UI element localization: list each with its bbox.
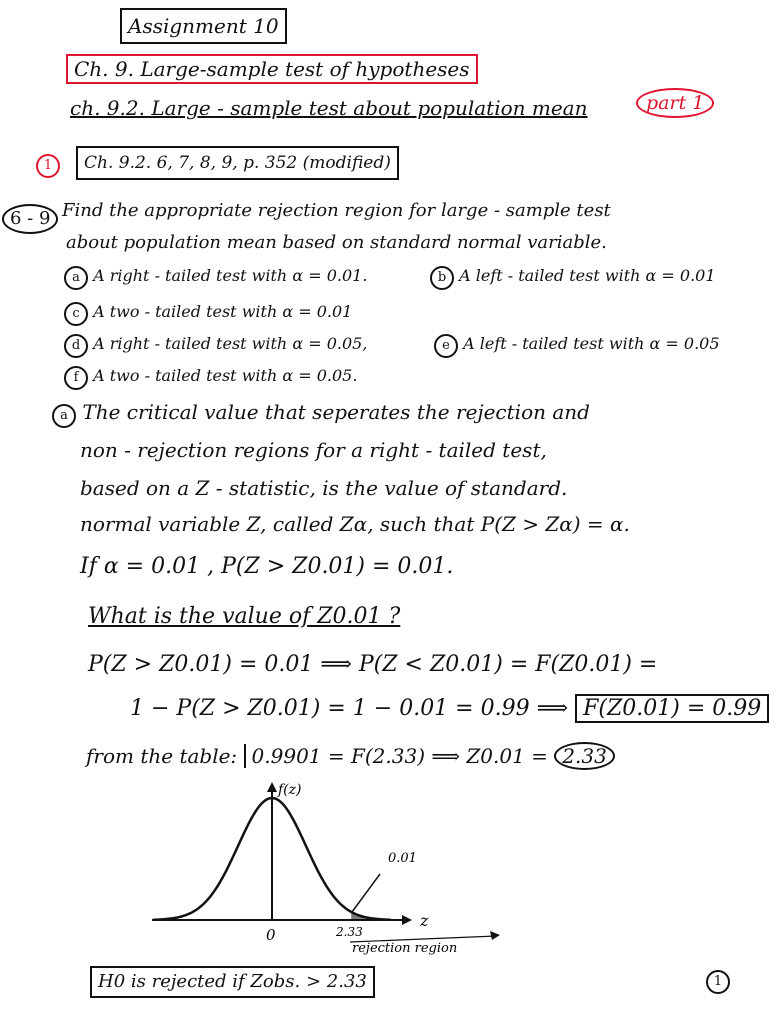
option-d bbox=[64, 334, 367, 358]
section-heading-text: ch. 9.2. Large - sample test about population mean bbox=[70, 96, 588, 120]
item-number-text: 1 bbox=[36, 154, 60, 178]
equation-2-text: 1 − P(Z > Z0.01) = 1 − 0.01 = 0.99 ⟹ bbox=[130, 696, 569, 721]
option-b-letter: b bbox=[430, 266, 454, 290]
equation-2 bbox=[130, 696, 769, 721]
part-badge bbox=[636, 88, 714, 118]
part-badge-text: part 1 bbox=[646, 92, 705, 114]
y-axis-label: f(z) bbox=[278, 782, 302, 798]
option-e-letter: e bbox=[434, 334, 458, 358]
item-number-badge bbox=[36, 154, 60, 178]
region-arrow bbox=[490, 931, 500, 940]
rejection-region-label: rejection region bbox=[352, 941, 458, 956]
problems-reference bbox=[76, 146, 399, 180]
option-e bbox=[434, 334, 720, 358]
conclusion bbox=[90, 966, 375, 998]
center-tick-label: 0 bbox=[266, 926, 276, 944]
equation-3-answer: 2.33 bbox=[554, 742, 615, 770]
solution-line5: If α = 0.01 , P(Z > Z0.01) = 0.01. bbox=[80, 554, 454, 579]
problems-reference-text: Ch. 9.2. 6, 7, 8, 9, p. 352 (modified) bbox=[84, 153, 391, 173]
solution-line1-text: The critical value that seperates the rejection and bbox=[82, 400, 590, 424]
equation-2-boxed: F(Z0.01) = 0.99 bbox=[575, 694, 769, 723]
x-axis-label: z bbox=[420, 911, 429, 930]
option-d-letter: d bbox=[64, 334, 88, 358]
solution-line3: based on a Z - statistic, is the value of standard. bbox=[80, 476, 568, 500]
normal-curve-chart bbox=[140, 780, 540, 960]
option-f-letter: f bbox=[64, 366, 88, 390]
x-axis-arrow bbox=[402, 915, 412, 925]
problem-text-line2: about population mean based on standard normal variable. bbox=[66, 232, 607, 253]
option-b bbox=[430, 266, 716, 290]
option-c-letter: c bbox=[64, 302, 88, 326]
solution-line4: normal variable Z, called Zα, such that P(Z > Zα) = α. bbox=[80, 512, 630, 536]
tail-area-label: 0.01 bbox=[388, 851, 417, 866]
conclusion-text: H0 is rejected if Zobs. > 2.33 bbox=[98, 971, 367, 992]
option-d-text: A right - tailed test with α = 0.05, bbox=[93, 334, 368, 353]
page-number-text: 1 bbox=[706, 970, 730, 994]
chapter-heading-text: Ch. 9. Large-sample test of hypotheses bbox=[74, 57, 470, 81]
option-a bbox=[64, 266, 367, 290]
solution-question: What is the value of Z0.01 ? bbox=[88, 604, 401, 629]
solution-letter: a bbox=[52, 404, 76, 428]
solution-line2: non - rejection regions for a right - tailed test, bbox=[80, 438, 547, 462]
option-a-letter: a bbox=[64, 266, 88, 290]
problem-label bbox=[2, 204, 58, 234]
y-axis-arrow bbox=[267, 782, 277, 792]
page-number bbox=[706, 970, 730, 994]
section-heading bbox=[70, 96, 587, 120]
equation-3-text: 0.9901 = F(2.33) ⟹ Z0.01 = bbox=[244, 744, 548, 768]
problem-label-text: 6 - 9 bbox=[10, 208, 51, 229]
critical-tick-label: 2.33 bbox=[336, 925, 363, 939]
equation-1: P(Z > Z0.01) = 0.01 ⟹ P(Z < Z0.01) = F(Z0.01) = bbox=[88, 652, 658, 677]
option-e-text: A left - tailed test with α = 0.05 bbox=[463, 334, 720, 353]
problem-text-line1: Find the appropriate rejection region for large - sample test bbox=[62, 200, 611, 221]
tail-pointer bbox=[352, 874, 380, 912]
equation-3-lead: from the table: bbox=[86, 744, 238, 768]
assignment-title bbox=[120, 8, 287, 44]
solution-line1 bbox=[52, 400, 590, 428]
option-f bbox=[64, 366, 357, 390]
option-c-text: A two - tailed test with α = 0.01 bbox=[93, 302, 353, 321]
option-b-text: A left - tailed test with α = 0.01 bbox=[459, 266, 716, 285]
assignment-title-text: Assignment 10 bbox=[128, 14, 279, 38]
equation-3 bbox=[86, 744, 615, 768]
chapter-heading bbox=[66, 54, 478, 84]
option-f-text: A two - tailed test with α = 0.05. bbox=[93, 366, 358, 385]
option-a-text: A right - tailed test with α = 0.01. bbox=[93, 266, 368, 285]
option-c bbox=[64, 302, 352, 326]
